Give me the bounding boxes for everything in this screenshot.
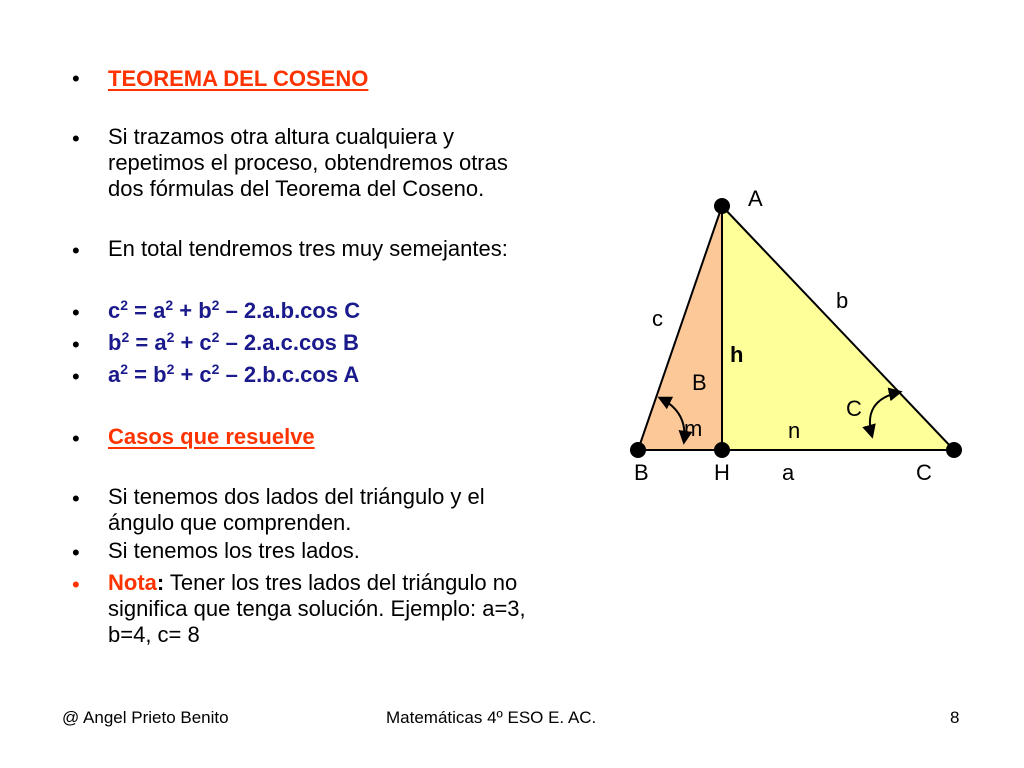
vertex-b-point bbox=[630, 442, 646, 458]
case-1-line-1: Si tenemos dos lados del triángulo y el bbox=[108, 484, 485, 509]
intro-line-1: Si trazamos otra altura cualquiera y bbox=[108, 124, 455, 149]
nota-line-3: b=4, c= 8 bbox=[108, 622, 200, 647]
label-angle-b: B bbox=[692, 370, 707, 395]
label-vertex-b: B bbox=[634, 460, 649, 485]
footer-page-number: 8 bbox=[950, 708, 960, 727]
bullet-formula-2: • bbox=[72, 332, 80, 357]
vertex-a-point bbox=[714, 198, 730, 214]
triangle-diagram bbox=[610, 180, 990, 500]
footer-author: @ Angel Prieto Benito bbox=[62, 708, 229, 727]
label-vertex-c: C bbox=[916, 460, 932, 485]
bullet-casos: • bbox=[72, 426, 80, 451]
label-side-b: b bbox=[836, 288, 849, 313]
footer-course: Matemáticas 4º ESO E. AC. bbox=[386, 708, 597, 727]
vertex-h-point bbox=[714, 442, 730, 458]
bullet-case-2: • bbox=[72, 540, 80, 565]
casos-heading: Casos que resuelve bbox=[108, 424, 315, 449]
vertex-c-point bbox=[946, 442, 962, 458]
total-text: En total tendremos tres muy semejantes: bbox=[108, 236, 508, 261]
left-subtriangle bbox=[638, 206, 722, 450]
bullet-formula-3: • bbox=[72, 364, 80, 389]
intro-line-2: repetimos el proceso, obtendremos otras bbox=[108, 150, 508, 175]
formula-1: $c^2 = a^2 + b^2 - 2.a.b.\cos$ C bbox=[108, 297, 361, 323]
bullet-case-1: • bbox=[72, 486, 80, 511]
bullet-intro: • bbox=[72, 126, 80, 151]
right-subtriangle bbox=[722, 206, 954, 450]
bullet-formula-1: • bbox=[72, 300, 80, 325]
label-vertex-h: H bbox=[714, 460, 730, 485]
formula-3: $a^2 = b^2 + c^2 - 2.b.c.\cos$ A bbox=[108, 361, 360, 387]
label-vertex-a: A bbox=[748, 186, 763, 211]
label-side-c: c bbox=[652, 306, 663, 331]
label-segment-m: m bbox=[684, 416, 703, 441]
label-segment-n: n bbox=[788, 418, 801, 443]
nota-label: Nota bbox=[108, 570, 157, 595]
formula-2: $b^2 = a^2 + c^2 - 2.a.c.\cos$ B bbox=[108, 329, 359, 355]
bullet-title: • bbox=[72, 66, 80, 91]
case-2: Si tenemos los tres lados. bbox=[108, 538, 360, 563]
label-angle-c: C bbox=[846, 396, 862, 421]
nota-line-1: Nota: Tener los tres lados del triángulo no bbox=[108, 570, 518, 595]
label-height-h: h bbox=[730, 342, 744, 367]
bullet-total: • bbox=[72, 238, 80, 263]
bullet-nota: • bbox=[72, 572, 80, 597]
intro-line-3: dos fórmulas del Teorema del Coseno. bbox=[108, 176, 485, 201]
label-side-a: a bbox=[782, 460, 795, 485]
slide-title: TEOREMA DEL COSENO bbox=[108, 66, 369, 91]
nota-line-2: significa que tenga solución. Ejemplo: a=3, bbox=[108, 596, 526, 621]
case-1-line-2: ángulo que comprenden. bbox=[108, 510, 352, 535]
